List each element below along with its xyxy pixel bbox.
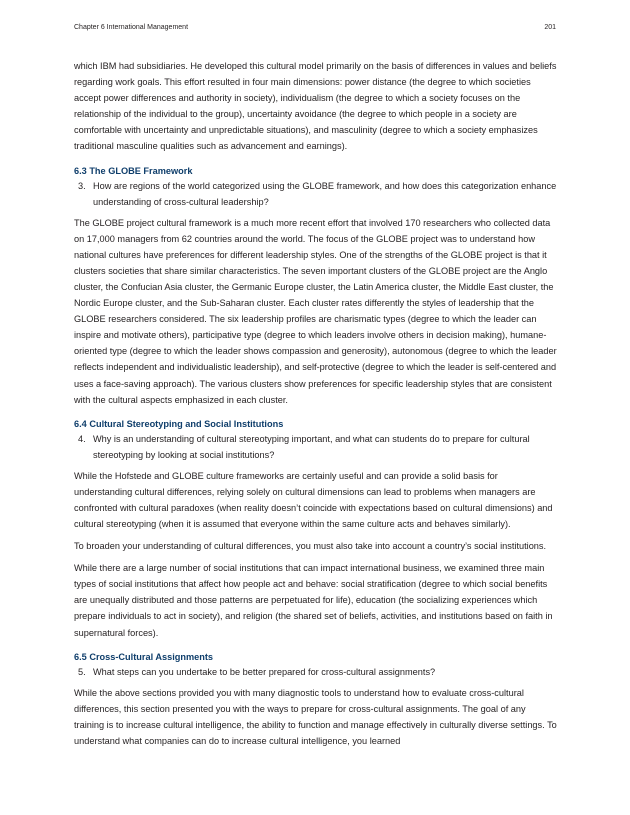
question-number: 4. — [78, 433, 86, 444]
body-paragraph: While the Hofstede and GLOBE culture frameworks are certainly useful and can provide a solid basis for understanding cultural differences, relying solely on cultural dimensions can lead to problems when managers are confronted with cultural paradoxes (when reality doesn’t coincide with expectations based on cultural dimensions) and cultural stereotyping (when it is assumed that everyone within the same culture acts and behaves similarly). — [74, 470, 553, 529]
section-heading: 6.4 Cultural Stereotyping and Social Institutions — [74, 418, 284, 429]
body-paragraph: To broaden your understanding of cultural differences, you must also take into account a country’s social institutions. — [74, 541, 547, 552]
page-number: 201 — [544, 24, 556, 31]
page-header — [74, 24, 556, 36]
question-number: 5. — [78, 666, 86, 677]
body-paragraph: While the above sections provided you with many diagnostic tools to understand how to evaluate cross-cultural differences, this section presented you with the ways to prepare for cross-cultural assignments. The goal of any training is to increase cultural intelligence, the ability to function and manage effectively in culturally diverse settings. To understand what companies can do to increase cultural intelligence, you learned — [74, 687, 557, 746]
section-heading: 6.5 Cross-Cultural Assignments — [74, 651, 214, 662]
section-cross-cultural-assignments — [74, 650, 558, 749]
intro-paragraph: which IBM had subsidiaries. He developed this cultural model primarily on the basis of differences in values and beliefs regarding work goals. This effort resulted in four main dimensions: power distance (the degree to which societies accept power differences and authority in society), individualism (the degree to which a society focuses on the relationship of the individual to the group), uncertainty avoidance (the degree to which people in a society are comfortable with uncertainty and unpredictable situations), and masculinity (degree to which a society emphasizes traditional masculine qualities such as advancement and earnings). — [74, 61, 557, 152]
review-question — [74, 431, 558, 463]
question-text: Why is an understanding of cultural stereotyping important, and what can students do to prepare for cultural stereotyping by looking at social institutions? — [93, 433, 530, 460]
question-text: How are regions of the world categorized using the GLOBE framework, and how does this categorization enhance understanding of cross-cultural leadership? — [93, 180, 557, 207]
body-paragraph: While there are a large number of social institutions that can impact international business, we examined three main types of social institutions that affect how people act and behave: social stratification (degree to which social benefits are unequally distributed and those patterns are perpetuated for life), education (the socializing experiences which prepare individuals to act in society), and religion (the shared set of beliefs, activities, and institutions based on faith in supernatural forces). — [74, 563, 553, 638]
page-body — [74, 58, 558, 755]
running-header-chapter: Chapter 6 International Management — [74, 24, 189, 31]
body-paragraph: The GLOBE project cultural framework is a much more recent effort that involved 170 researchers who collected data on 17,000 managers from 62 countries around the world. The focus of the GLOBE project was to understand how national cultures have preferences for different leadership styles. One of the strengths of the GLOBE project is that it clusters societies that share similar characteristics. The seven important clusters of the GLOBE project are the Anglo cluster, the Confucian Asia cluster, the Germanic Europe cluster, the Latin America cluster, the Middle East cluster, the Nordic Europe cluster, and the Sub-Saharan cluster. Each cluster rates differently the styles of leadership that the GLOBE researchers considered. The six leadership profiles are charismatic types (degree to which the leader can inspire and motivate others), participative type (degree to which leaders involve others in decision making), humane-oriented type (degree to which the leader shows compassion and generosity), autonomous (degree to which the leader reflects independent and individualistic leadership), and self-protective (degree to which the leader is self-centered and uses a face-saving approach). The various clusters show preferences for specific leadership styles that are consistent with the cultural aspects emphasized in each cluster. — [74, 217, 557, 405]
section-globe-framework — [74, 164, 558, 408]
review-question — [74, 178, 558, 210]
question-text: What steps can you undertake to be better prepared for cross-cultural assignments? — [93, 666, 436, 677]
section-heading: 6.3 The GLOBE Framework — [74, 165, 193, 176]
review-question — [74, 664, 558, 680]
question-number: 3. — [78, 180, 86, 191]
section-cultural-stereotyping — [74, 417, 558, 641]
